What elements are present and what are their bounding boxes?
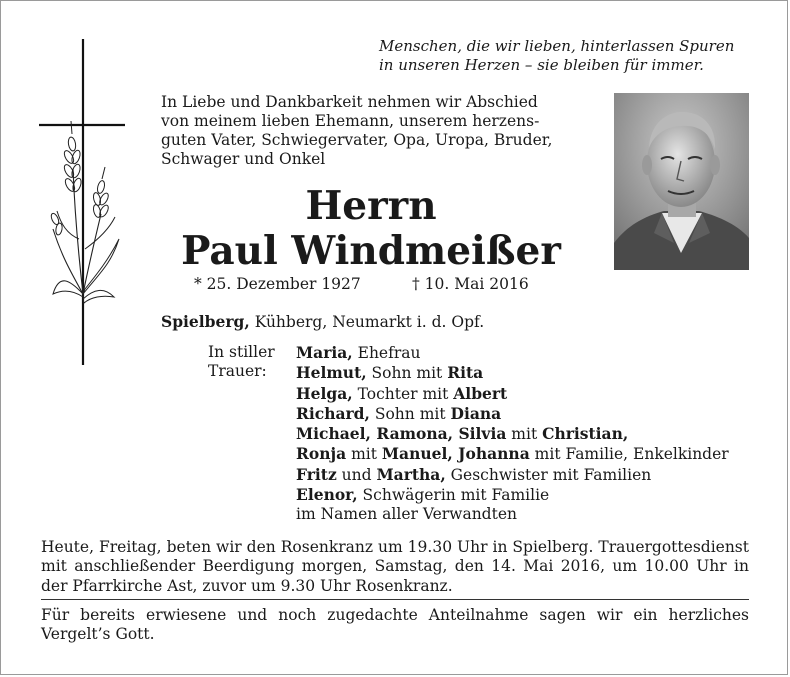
mourner-row [296, 505, 756, 524]
mourner-name: Fritz [296, 464, 337, 484]
cross-with-wheat-icon [39, 39, 129, 369]
quote-line: Menschen, die wir lieben, hinterlassen Spuren [379, 37, 735, 55]
mourner-row [296, 343, 756, 363]
mourner-relation: mit [346, 445, 382, 464]
mourner-relation: Ehefrau [352, 344, 421, 362]
mourner-name: Albert [453, 383, 508, 403]
mourner-relation: Schwägerin mit Familie [357, 486, 550, 505]
portrait-photo [614, 93, 749, 270]
mourner-name: Helga, [296, 383, 353, 403]
mourner-row [296, 363, 756, 383]
intro-line: In Liebe und Dankbarkeit nehmen wir Abschied [161, 93, 538, 111]
divider [41, 599, 749, 600]
places-line [161, 312, 484, 331]
mourner-relation: Geschwister mit Familien [445, 465, 652, 484]
service-announcement: Heute, Freitag, beten wir den Rosenkranz um 19.30 Uhr in Spielberg. Trauergottesdienst mit anschließender Beerdigung morgen, Samstag, den 14. Mai 2016, um 10.00 Uhr in der Pfarrkirche Ast, zuvor um 9.30 Uhr Rosenkranz. [41, 538, 749, 595]
mourner-relation: im Namen aller Verwandten [296, 505, 517, 524]
mourners-list [296, 343, 756, 525]
mourner-relation: mit Familie, Enkelkinder [529, 445, 729, 464]
mourner-name: Rita [447, 363, 484, 383]
intro-line: von meinem lieben Ehemann, unserem herzens- [161, 112, 540, 130]
mourner-name: Helmut, [296, 363, 367, 383]
mourner-row [296, 384, 756, 404]
mourner-name: Ronja [296, 444, 347, 464]
mourner-name: Michael, Ramona, Silvia [296, 424, 507, 444]
mourner-name: Martha, [376, 464, 446, 484]
birth-date: * 25. Dezember 1927 [194, 275, 361, 293]
intro-line: guten Vater, Schwiegervater, Opa, Uropa, Bruder, [161, 131, 553, 149]
mourner-row [296, 485, 756, 505]
mourner-name: Maria, [296, 343, 353, 362]
mourner-relation: und [336, 465, 377, 484]
mourner-row [296, 424, 756, 444]
mourner-row [296, 404, 756, 424]
mourner-row [296, 444, 756, 464]
mourning-label [208, 343, 288, 381]
deceased-name: Paul Windmeißer [181, 228, 561, 274]
death-date: † 10. Mai 2016 [412, 275, 529, 293]
mourner-relation: Sohn mit [366, 364, 448, 383]
places-rest: Kühberg, Neumarkt i. d. Opf. [249, 313, 485, 331]
mourner-name: Christian, [542, 424, 629, 444]
mourner-relation: Tochter mit [352, 384, 454, 403]
mourner-row [296, 465, 756, 485]
mourner-name: Diana [450, 403, 502, 423]
mourner-name: Richard, [296, 403, 370, 423]
quote-line: in unseren Herzen – sie bleiben für immer. [379, 56, 704, 74]
intro-paragraph [161, 93, 601, 169]
portrait-illustration [614, 93, 749, 270]
thanks-text: Für bereits erwiesene und noch zugedachte Anteilnahme sagen wir ein herzliches Vergelt’s Gott. [41, 606, 749, 644]
intro-line: Schwager und Onkel [161, 150, 326, 168]
mourning-label-line: Trauer: [208, 362, 267, 380]
mourning-label-line: In stiller [208, 343, 275, 361]
place-bold: Spielberg, [161, 312, 250, 331]
salutation: Herrn [305, 183, 437, 229]
epigraph-quote [379, 37, 749, 75]
mourner-relation: mit [506, 425, 543, 444]
mourner-name: Manuel, Johanna [381, 444, 530, 464]
mourner-relation: Sohn mit [369, 404, 451, 423]
mourner-name: Elenor, [296, 485, 358, 505]
